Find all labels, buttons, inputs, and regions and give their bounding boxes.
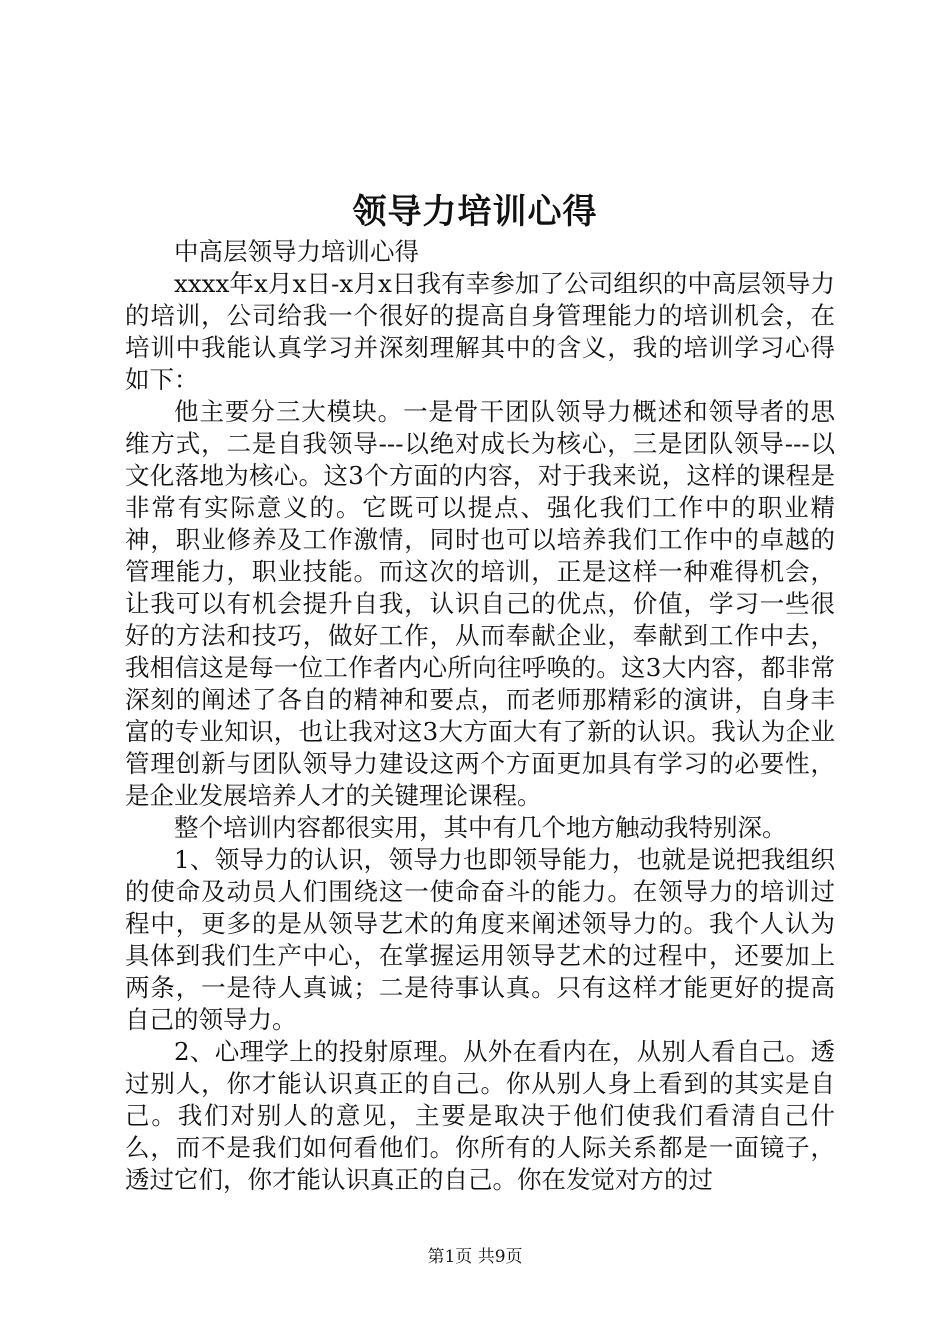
paragraph-modules: 他主要分三大模块。一是骨干团队领导力概述和领导者的思维方式，二是自我领导---以绝对成长为核心，三是团队领导---以文化落地为核心。这3个方面的内容，对于我来说，这样的课程是非常有实际意义的。它既可以提点、强化我们工作中的职业精神，职业修养及工作激情，同时也可以培养我们工作中的卓越的管理能力，职业技能。而这次的培训，正是这样一种难得机会，让我可以有机会提升自我，认识自己的优点，价值，学习一些很好的方法和技巧，做好工作，从而奉献企业，奉献到工作中去，我相信这是每一位工作者内心所向往呼唤的。这3大内容，都非常深刻的阐述了各自的精神和要点，而老师那精彩的演讲，自身丰富的专业知识，也让我对这3大方面大有了新的认识。我认为企业管理创新与团队领导力建设这两个方面更加具有学习的必要性，是企业发展培养人才的关键理论课程。 xyxy=(125,397,835,810)
paragraph-point-1: 1、领导力的认识，领导力也即领导能力，也就是说把我组织的使命及动员人们围绕这一使命奋斗的能力。在领导力的培训过程中，更多的是从领导艺术的角度来阐述领导力的。我个人认为具体到我们生产中心，在掌握运用领导艺术的过程中，还要加上两条，一是待人真诚；二是待事认真。只有这样才能更好的提高自己的领导力。 xyxy=(125,845,835,1034)
paragraph-point-2: 2、心理学上的投射原理。从外在看内在，从别人看自己。透过别人，你才能认识真正的自己。你从别人身上看到的其实是自己。我们对别人的意见，主要是取决于他们使我们看清自己什么，而不是我们如何看他们。你所有的人际关系都是一面镜子，透过它们，你才能认识真正的自己。你在发觉对方的过 xyxy=(125,1037,835,1194)
document-title: 领导力培训心得 xyxy=(352,192,598,232)
paragraph-summary: 整个培训内容都很实用，其中有几个地方触动我特别深。 xyxy=(174,813,787,842)
paragraph-subtitle: 中高层领导力培训心得 xyxy=(174,237,419,266)
document-body xyxy=(125,236,835,1196)
paragraph-intro: xxxx年x月x日-x月x日我有幸参加了公司组织的中高层领导力的培训，公司给我一个很好的提高自身管理能力的培训机会，在培训中我能认真学习并深刻理解其中的含义，我的培训学习心得如下： xyxy=(125,269,835,394)
page-number-footer: 第1页 共9页 xyxy=(427,1247,523,1267)
